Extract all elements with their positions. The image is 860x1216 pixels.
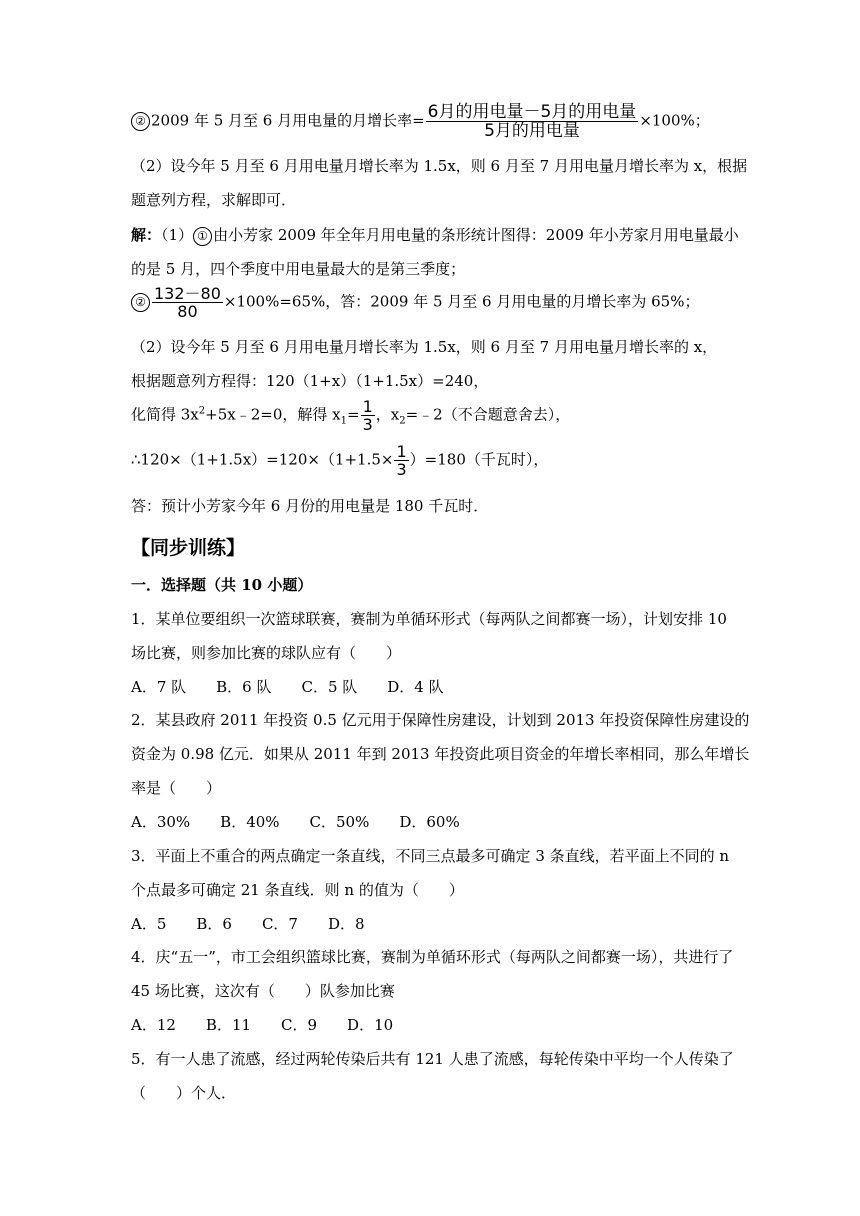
question-1-options: A．7 队 B．6 队 C．5 队 D．4 队 <box>131 678 444 696</box>
question-1-line-1: 1．某单位要组织一次篮球联赛，赛制为单循环形式（每两队之间都赛一场），计划安排 10 <box>131 610 727 628</box>
rate-fraction <box>152 285 223 320</box>
fraction-denominator: 5月的用电量 <box>484 121 580 141</box>
formula-text: 2009 年 5 月至 6 月用电量的月增长率= <box>151 111 425 130</box>
text-part: ∴120×（1+1.5x）=120×（1+1.5× <box>131 450 394 469</box>
text-part: = <box>347 405 360 424</box>
fraction-numerator: 132－80 <box>154 284 221 303</box>
circled-number-2: ② <box>131 293 150 312</box>
section-title: 【同步训练】 <box>131 537 246 559</box>
solution-line-2: 的是 5 月，四个季度中用电量最大的是第三季度； <box>131 260 466 278</box>
simplify-line <box>131 398 735 433</box>
part-number: （1） <box>161 226 194 244</box>
solution-line-1 <box>131 224 739 246</box>
rate-result: ×100%=65%，答：2009 年 5 月至 6 月用电量的月增长率为 65%； <box>223 292 700 311</box>
question-3-line-2: 个点最多可确定 21 条直线．则 n 的值为（ ） <box>131 881 464 899</box>
one-third-fraction <box>394 443 408 478</box>
question-1-line-2: 场比赛，则参加比赛的球队应有（ ） <box>131 644 402 662</box>
text-part: =﹣2（不合题意舍去）， <box>405 405 571 424</box>
growth-rate-fraction <box>426 103 639 140</box>
solution-line-4: （2）设今年 5 月至 6 月用电量月增长率为 1.5x，则 6 月至 7 月用电量月增长率的 x， <box>131 338 718 356</box>
question-5-line-1: 5．有一人患了流感，经过两轮传染后共有 121 人患了流感，每轮传染中平均一个人传染了 <box>131 1050 734 1068</box>
question-3-options: A．5 B．6 C．7 D．8 <box>131 915 365 933</box>
text-part: ，x <box>375 405 400 424</box>
text-part: 化简得 3x <box>131 405 199 424</box>
one-third-fraction <box>361 398 375 433</box>
superscript: 2 <box>198 405 206 417</box>
question-4-options: A．12 B．11 C．9 D．10 <box>131 1016 394 1034</box>
question-2-line-3: 率是（ ） <box>131 779 222 797</box>
solution-fraction-line <box>131 285 735 320</box>
analysis-line-3: 题意列方程，求解即可． <box>131 191 297 209</box>
fraction-denominator: 3 <box>362 415 373 434</box>
calculation-line <box>131 443 735 478</box>
solution-label: 解： <box>131 226 162 244</box>
circled-number-1: ① <box>193 227 212 246</box>
question-5-line-2: （ ）个人． <box>131 1084 237 1102</box>
growth-rate-formula-line <box>131 103 735 140</box>
analysis-line-2: （2）设今年 5 月至 6 月用电量月增长率为 1.5x，则 6 月至 7 月用电量月增长率为 x，根据 <box>131 157 748 175</box>
fraction-denominator: 3 <box>396 460 407 479</box>
fraction-numerator: 1 <box>396 442 407 461</box>
fraction-denominator: 80 <box>177 302 198 321</box>
question-4-line-2: 45 场比赛，这次有（ ）队参加比赛 <box>131 982 395 1000</box>
question-2-line-1: 2．某县政府 2011 年投资 0.5 亿元用于保障性房建设，计划到 2013 年投资保障性房建设的 <box>131 711 750 729</box>
subscript: 2 <box>399 415 406 427</box>
subsection-title: 一．选择题（共 10 小题） <box>131 576 313 594</box>
circled-number-2: ② <box>131 112 150 131</box>
text-part: +5x﹣2=0，解得 x <box>205 405 341 424</box>
subscript: 1 <box>340 415 347 427</box>
answer-line: 答：预计小芳家今年 6 月份的用电量是 180 千瓦时． <box>131 497 489 515</box>
fraction-numerator: 6月的用电量－5月的用电量 <box>427 102 637 122</box>
equation-line: 根据题意列方程得：120（1+x）（1+1.5x）=240， <box>131 372 489 390</box>
question-2-line-2: 资金为 0.98 亿元．如果从 2011 年到 2013 年投资此项目资金的年增长率相同，那么年增长 <box>131 745 750 763</box>
formula-tail: ×100%； <box>639 111 710 130</box>
text-part: ）=180（千瓦时）， <box>409 450 549 469</box>
fraction-numerator: 1 <box>362 397 373 416</box>
question-2-options: A．30% B．40% C．50% D．60% <box>131 813 460 831</box>
question-3-line-1: 3．平面上不重合的两点确定一条直线，不同三点最多可确定 3 条直线，若平面上不同的 n <box>131 847 730 865</box>
question-4-line-1: 4．庆“五一”，市工会组织篮球比赛，赛制为单循环形式（每两队之间都赛一场），共进行了 <box>131 948 734 966</box>
solution-text: 由小芳家 2009 年全年月用电量的条形统计图得：2009 年小芳家月用电量最小 <box>213 226 739 244</box>
